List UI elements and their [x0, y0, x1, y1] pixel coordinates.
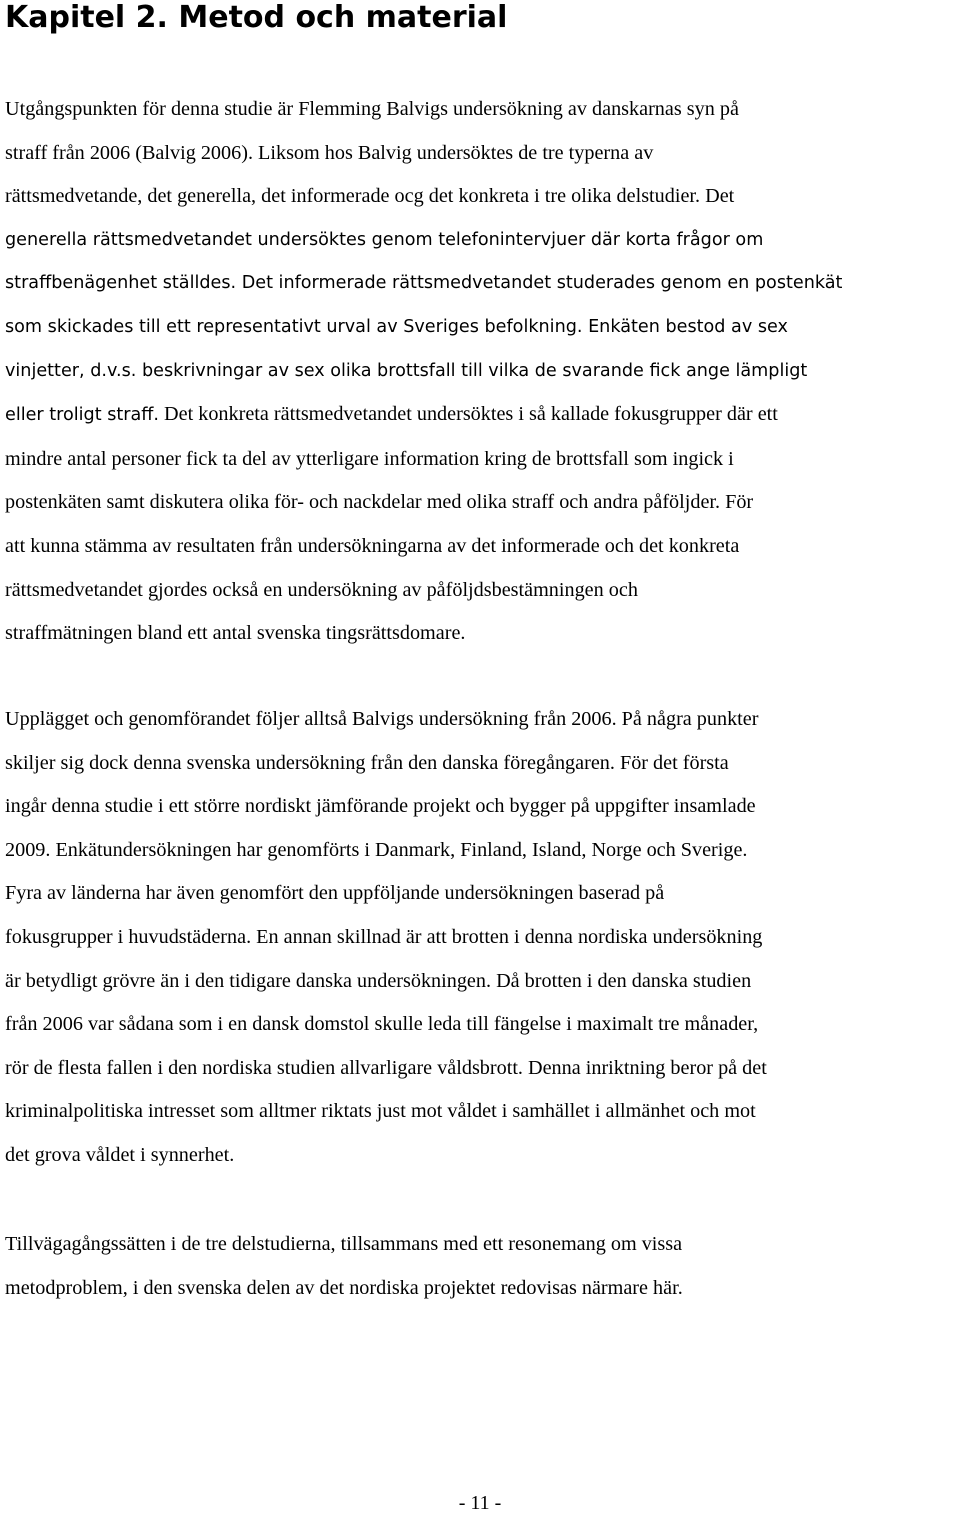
paragraph-line: är betydligt grövre än i den tidigare danska undersökningen. Då brotten i den danska studien — [5, 969, 752, 992]
paragraph-line: Tillvägagångssätten i de tre delstudierna, tillsammans med ett resonemang om vissa — [5, 1233, 683, 1255]
paragraph-line: vinjetter, d.v.s. beskrivningar av sex olika brottsfall till vilka de svarande fick ange lämpligt — [5, 360, 808, 381]
paragraph-3 — [5, 1223, 955, 1310]
paragraph-line: rättsmedvetande, det generella, det informerade ocg det konkreta i tre olika delstudier. Det — [5, 185, 735, 208]
paragraph-line: Fyra av länderna har även genomfört den uppföljande undersökningen baserad på — [5, 882, 665, 905]
paragraph-line: skiljer sig dock denna svenska undersökning från den danska föregångaren. För det första — [5, 751, 729, 774]
paragraph-line: postenkäten samt diskutera olika för- och nackdelar med olika straff och andra påföljder. För — [5, 491, 754, 514]
paragraph-line-segment: Det konkreta rättsmedvetandet undersöktes i så kallade fokusgrupper där ett — [159, 403, 778, 426]
paragraph-line: mindre antal personer fick ta del av ytterligare information kring de brottsfall som ingick i — [5, 447, 734, 470]
paragraph-line — [5, 393, 955, 438]
paragraph-line-segment: eller troligt straff. — [5, 405, 159, 426]
page-number: - 11 - — [458, 1492, 502, 1514]
paragraph-line: rättsmedvetandet gjordes också en undersökning av påföljdsbestämningen och — [5, 578, 638, 601]
paragraph-line: Upplägget och genomförandet följer alltså Balvigs undersökning från 2006. På några punkter — [5, 708, 759, 730]
paragraph-2 — [5, 698, 955, 1178]
paragraph-line: straffmätningen bland ett antal svenska tingsrättsdomare. — [5, 622, 466, 645]
paragraph-line: straffbenägenhet ställdes. Det informerade rättsmedvetandet studerades genom en postenkät — [5, 273, 843, 294]
paragraph-line: rör de flesta fallen i den nordiska studien allvarligare våldsbrott. Denna inriktning beror på det — [5, 1056, 767, 1079]
paragraph-line: kriminalpolitiska intresset som alltmer riktats just mot våldet i samhället i allmänhet och mot — [5, 1100, 756, 1123]
paragraph-line: straff från 2006 (Balvig 2006). Liksom hos Balvig undersöktes de tre typerna av — [5, 141, 654, 164]
paragraph-line: från 2006 var sådana som i en dansk domstol skulle leda till fängelse i maximalt tre månader, — [5, 1013, 759, 1036]
paragraph-line: 2009. Enkätundersökningen har genomförts i Danmark, Finland, Island, Norge och Sverige. — [5, 838, 748, 861]
paragraph-line: det grova våldet i synnerhet. — [5, 1143, 235, 1166]
paragraph-line: ingår denna studie i ett större nordiskt jämförande projekt och bygger på uppgifter insamlade — [5, 795, 756, 818]
paragraph-1 — [5, 88, 955, 656]
chapter-title: Kapitel 2. Metod och material — [5, 0, 508, 35]
paragraph-line: Utgångspunkten för denna studie är Flemming Balvigs undersökning av danskarnas syn på — [5, 98, 739, 120]
paragraph-line: som skickades till ett representativt urval av Sveriges befolkning. Enkäten bestod av sex — [5, 316, 788, 337]
paragraph-line: fokusgrupper i huvudstäderna. En annan skillnad är att brotten i denna nordiska undersökning — [5, 925, 763, 948]
paragraph-line: att kunna stämma av resultaten från undersökningarna av det informerade och det konkreta — [5, 534, 740, 557]
paragraph-line: generella rättsmedvetandet undersöktes genom telefonintervjuer där korta frågor om — [5, 229, 764, 250]
paragraph-line: metodproblem, i den svenska delen av det nordiska projektet redovisas närmare här. — [5, 1276, 683, 1299]
